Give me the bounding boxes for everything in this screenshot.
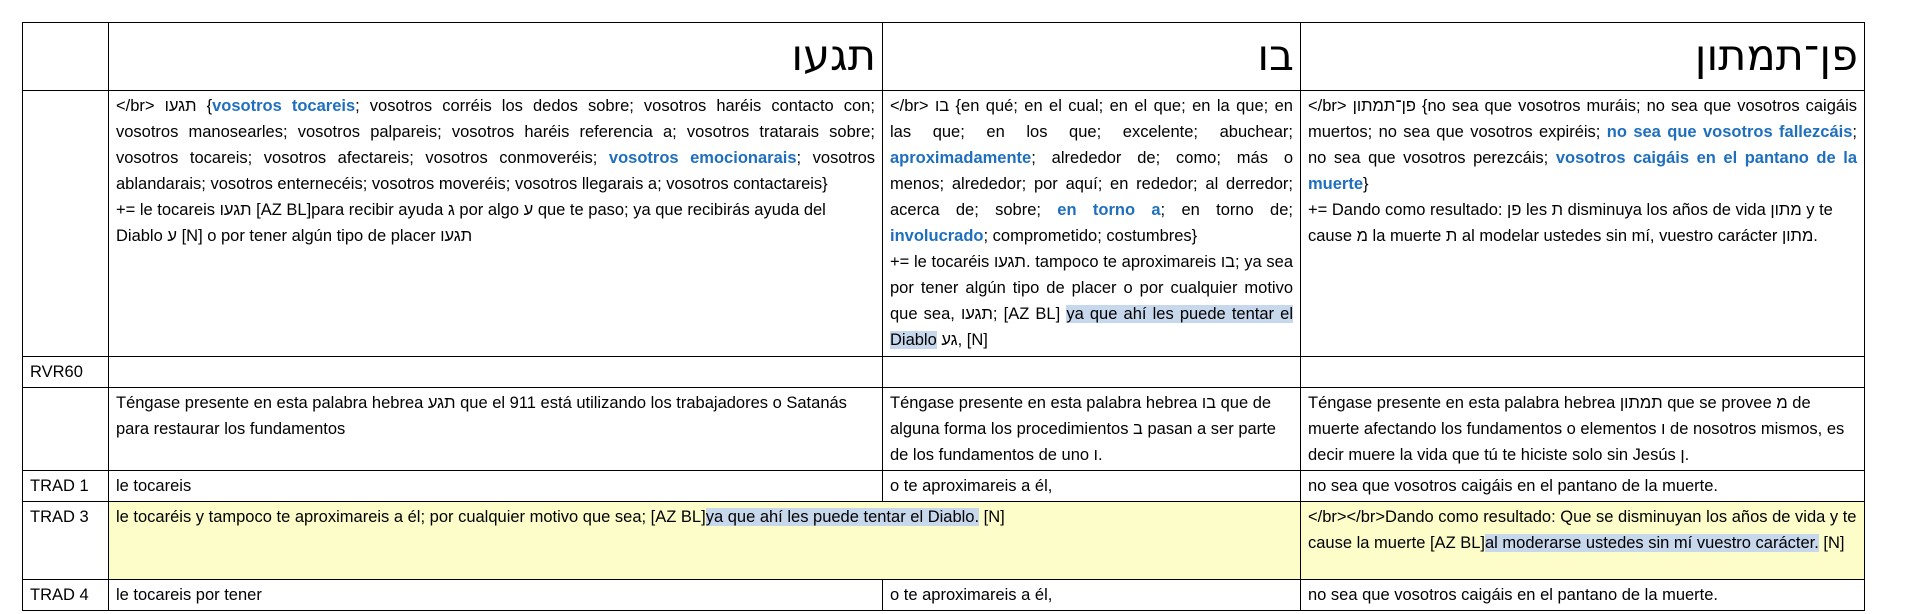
trad4-cell-3: no sea que vosotros caigáis en el pantano de la muerte. — [1301, 580, 1865, 611]
note-cell-1: Téngase presente en esta palabra hebrea תגע que el 911 está utilizando los trabajadores o Satanás para restaurar los fundamentos — [109, 388, 883, 471]
row-label-rvr60: RVR60 — [23, 357, 109, 388]
highlight-term: vosotros emocionarais — [608, 149, 797, 167]
highlight-term: vosotros caigáis en el pantano de la muerte — [1308, 149, 1857, 193]
trad3-cell-merged: le tocaréis y tampoco te aproximareis a él; por cualquier motivo que sea; [AZ BL]ya que ahí les puede tentar el Diablo. [N] — [109, 502, 1301, 580]
trad3-row — [23, 502, 1865, 580]
highlight-term: en torno a — [1057, 201, 1161, 219]
definition-1-gloss: += le tocareis תגעו [AZ BL]para recibir ayuda ג por algo ע que te paso; ya que recibirás ayuda del Diablo ע [N] o por tener algún tipo de placer תגעו — [116, 201, 826, 245]
notes-label-cell — [23, 388, 109, 471]
header-word-2: בו — [883, 23, 1301, 91]
row-label-trad4: TRAD 4 — [23, 580, 109, 611]
header-word-3: פן־תמתון — [1301, 23, 1865, 91]
rvr60-cell-3 — [1301, 357, 1865, 388]
header-row — [23, 23, 1865, 91]
definition-2-gloss: += le tocaréis תגעו. tampoco te aproximareis בו; ya sea por tener algún tipo de placer o por cualquier motivo que sea, תגעו; [AZ BL] ya que ahí les puede tentar el Diablo גע, [N] — [890, 253, 1293, 349]
interlinear-table — [22, 22, 1865, 611]
trad4-cell-1: le tocareis por tener — [109, 580, 883, 611]
rvr60-cell-2 — [883, 357, 1301, 388]
trad1-cell-2: o te aproximareis a él, — [883, 471, 1301, 502]
note-cell-2: Téngase presente en esta palabra hebrea בו que de alguna forma los procedimientos ב pasan a ser parte de los fundamentos de uno ו. — [883, 388, 1301, 471]
highlight-term: involucrado — [890, 227, 984, 245]
trad3-cell-3: </br></br>Dando como resultado: Que se disminuyan los años de vida y te cause la muerte [AZ BL]al moderarse ustedes sin mí vuestro carácter. [N] — [1301, 502, 1865, 580]
trad4-cell-2: o te aproximareis a él, — [883, 580, 1301, 611]
selection-highlight: al moderarse ustedes sin mí vuestro carácter. — [1485, 534, 1819, 552]
definition-cell-3 — [1301, 91, 1865, 357]
definition-3-gloss: += Dando como resultado: פן les ת disminuya los años de vida מתון y te cause מ la muerte ת al modelar ustedes sin mí, vuestro carácter מתון. — [1308, 201, 1833, 245]
header-label-cell — [23, 23, 109, 91]
highlight-term: vosotros tocareis — [212, 97, 356, 115]
definition-3-synonyms: </br> פן־תמתון {no sea que vosotros muráis; no sea que vosotros caigáis muertos; no sea que vosotros expiréis; no sea que vosotros fallezcáis; no sea que vosotros perezcáis; vosotros caigáis en el pantano de la muerte} — [1308, 97, 1857, 193]
definition-row — [23, 91, 1865, 357]
header-word-1: תגעו — [109, 23, 883, 91]
row-label-trad3: TRAD 3 — [23, 502, 109, 580]
notes-row — [23, 388, 1865, 471]
trad1-row — [23, 471, 1865, 502]
definition-2-synonyms: </br> בו {en qué; en el cual; en el que; en la que; en las que; en los que; excelente; abuchear; aproximadamente; alrededor de; como; más o menos; alrededor; por aquí; en rededor; al derredor; acerca de; sobre; en torno a; en torno de; involucrado; comprometido; costumbres} — [890, 97, 1293, 245]
trad1-cell-1: le tocareis — [109, 471, 883, 502]
row-label-trad1: TRAD 1 — [23, 471, 109, 502]
note-cell-3: Téngase presente en esta palabra hebrea תמתון que se provee מ de muerte afectando los fundamentos o elementos ו de nosotros mismos, es decir muere la vida que tú te hiciste solo sin Jesús ן. — [1301, 388, 1865, 471]
definition-label-cell — [23, 91, 109, 357]
rvr60-cell-1 — [109, 357, 883, 388]
selection-highlight: ya que ahí les puede tentar el Diablo. — [705, 508, 980, 526]
rvr60-row — [23, 357, 1865, 388]
definition-cell-1 — [109, 91, 883, 357]
trad4-row — [23, 580, 1865, 611]
trad1-cell-3: no sea que vosotros caigáis en el pantano de la muerte. — [1301, 471, 1865, 502]
selection-highlight: ya que ahí les puede tentar el Diablo — [890, 305, 1293, 349]
definition-cell-2 — [883, 91, 1301, 357]
highlight-term: no sea que vosotros fallezcáis — [1606, 123, 1853, 141]
definition-1-synonyms: </br> תגעו {vosotros tocareis; vosotros corréis los dedos sobre; vosotros haréis contacto con; vosotros manosearles; vosotros palpareis; vosotros haréis referencia a; vosotros tratarais sobre; vosotros tocareis; vosotros afectareis; vosotros conmoveréis; vosotros emocionarais; vosotros ablandarais; vosotros enternecéis; vosotros moveréis; vosotros llegarais a; vosotros contactareis} — [116, 97, 875, 193]
highlight-term: aproximadamente — [890, 149, 1032, 167]
